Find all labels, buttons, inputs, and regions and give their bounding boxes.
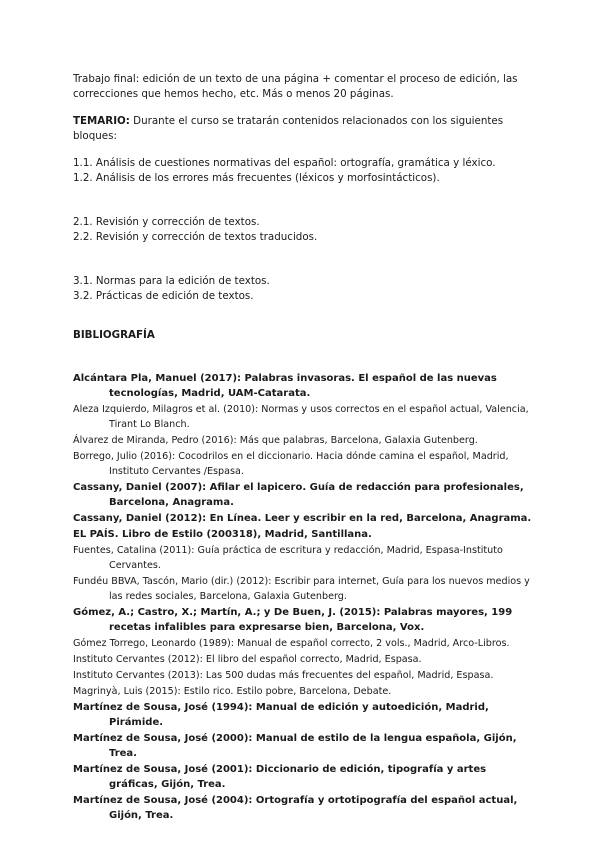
list-item: 2.2. Revisión y corrección de textos traducidos. <box>73 231 318 243</box>
bibliography-entry: Gómez, A.; Castro, X.; Martín, A.; y De Buen, J. (2015): Palabras mayores, 199 recetas infalibles para expresarse bien, Barcelona, Vox. <box>73 607 513 633</box>
bibliography-entry: Martínez de Sousa, José (2000): Manual de estilo de la lengua española, Gijón, Trea. <box>73 733 517 759</box>
bibliography-entry: Alcántara Pla, Manuel (2017): Palabras invasoras. El español de las nuevas tecnologías, Madrid, UAM-Catarata. <box>73 373 497 399</box>
bibliography-entry: Álvarez de Miranda, Pedro (2016): Más que palabras, Barcelona, Galaxia Gutenberg. <box>73 435 478 446</box>
bibliography-entry: Magrinyà, Luis (2015): Estilo rico. Estilo pobre, Barcelona, Debate. <box>73 686 392 697</box>
bibliography-entry: Borrego, Julio (2016): Cocodrilos en el diccionario. Hacia dónde camina el español, Madrid, Instituto Cervantes /Espasa. <box>73 451 509 477</box>
intro-paragraph: Trabajo final: edición de un texto de una página + comentar el proceso de edición, las correcciones que hemos hecho, etc. Más o menos 20 páginas. <box>73 73 518 100</box>
list-item: 1.1. Análisis de cuestiones normativas del español: ortografía, gramática y léxico. <box>73 157 496 169</box>
bibliography-entry: Fuentes, Catalina (2011): Guía práctica de escritura y redacción, Madrid, Espasa-Instituto Cervantes. <box>73 545 503 571</box>
bibliography-entry: Martínez de Sousa, José (2004): Ortografía y ortotipografía del español actual, Gijón, Trea. <box>73 795 518 821</box>
temario-label: TEMARIO: <box>73 115 130 127</box>
bibliography-entry: Martínez de Sousa, José (1994): Manual de edición y autoedición, Madrid, Pirámide. <box>73 702 489 728</box>
bibliography-entry: Aleza Izquierdo, Milagros et al. (2010): Normas y usos correctos en el español actual, Valencia, Tirant Lo Blanch. <box>73 404 529 430</box>
bibliography-entry: Gómez Torrego, Leonardo (1989): Manual de español correcto, 2 vols., Madrid, Arco-Libros. <box>73 638 510 649</box>
list-item: 2.1. Revisión y corrección de textos. <box>73 216 260 228</box>
temario-text: Durante el curso se tratarán contenidos relacionados con los siguientes bloques: <box>73 115 504 142</box>
bibliography-entry: Cassany, Daniel (2007): Afilar el lapicero. Guía de redacción para profesionales, Barcelona, Anagrama. <box>73 482 524 508</box>
page-content <box>73 72 533 824</box>
bibliography-entry: Instituto Cervantes (2013): Las 500 dudas más frecuentes del español, Madrid, Espasa. <box>73 670 494 681</box>
list-item: 3.2. Prácticas de edición de textos. <box>73 290 254 302</box>
block-2 <box>73 215 533 245</box>
bibliography-heading: BIBLIOGRAFÍA <box>73 329 155 341</box>
temario-paragraph <box>73 114 533 144</box>
list-item: 1.2. Análisis de los errores más frecuentes (léxicos y morfosintácticos). <box>73 172 440 184</box>
bibliography-entry: Fundéu BBVA, Tascón, Mario (dir.) (2012): Escribir para internet, Guía para los nuevos medios y las redes sociales, Barcelona, Galaxia Gutenberg. <box>73 576 530 602</box>
bibliography-list <box>73 371 533 823</box>
bibliography-entry: Martínez de Sousa, José (2001): Diccionario de edición, tipografía y artes gráficas, Gijón, Trea. <box>73 764 487 790</box>
block-3 <box>73 274 533 304</box>
bibliography-entry: EL PAÍS. Libro de Estilo (200318), Madrid, Santillana. <box>73 529 372 540</box>
bibliography-entry: Cassany, Daniel (2012): En Línea. Leer y escribir en la red, Barcelona, Anagrama. <box>73 513 532 524</box>
list-item: 3.1. Normas para la edición de textos. <box>73 275 270 287</box>
bibliography-entry: Instituto Cervantes (2012): El libro del español correcto, Madrid, Espasa. <box>73 654 422 665</box>
block-1 <box>73 156 533 186</box>
